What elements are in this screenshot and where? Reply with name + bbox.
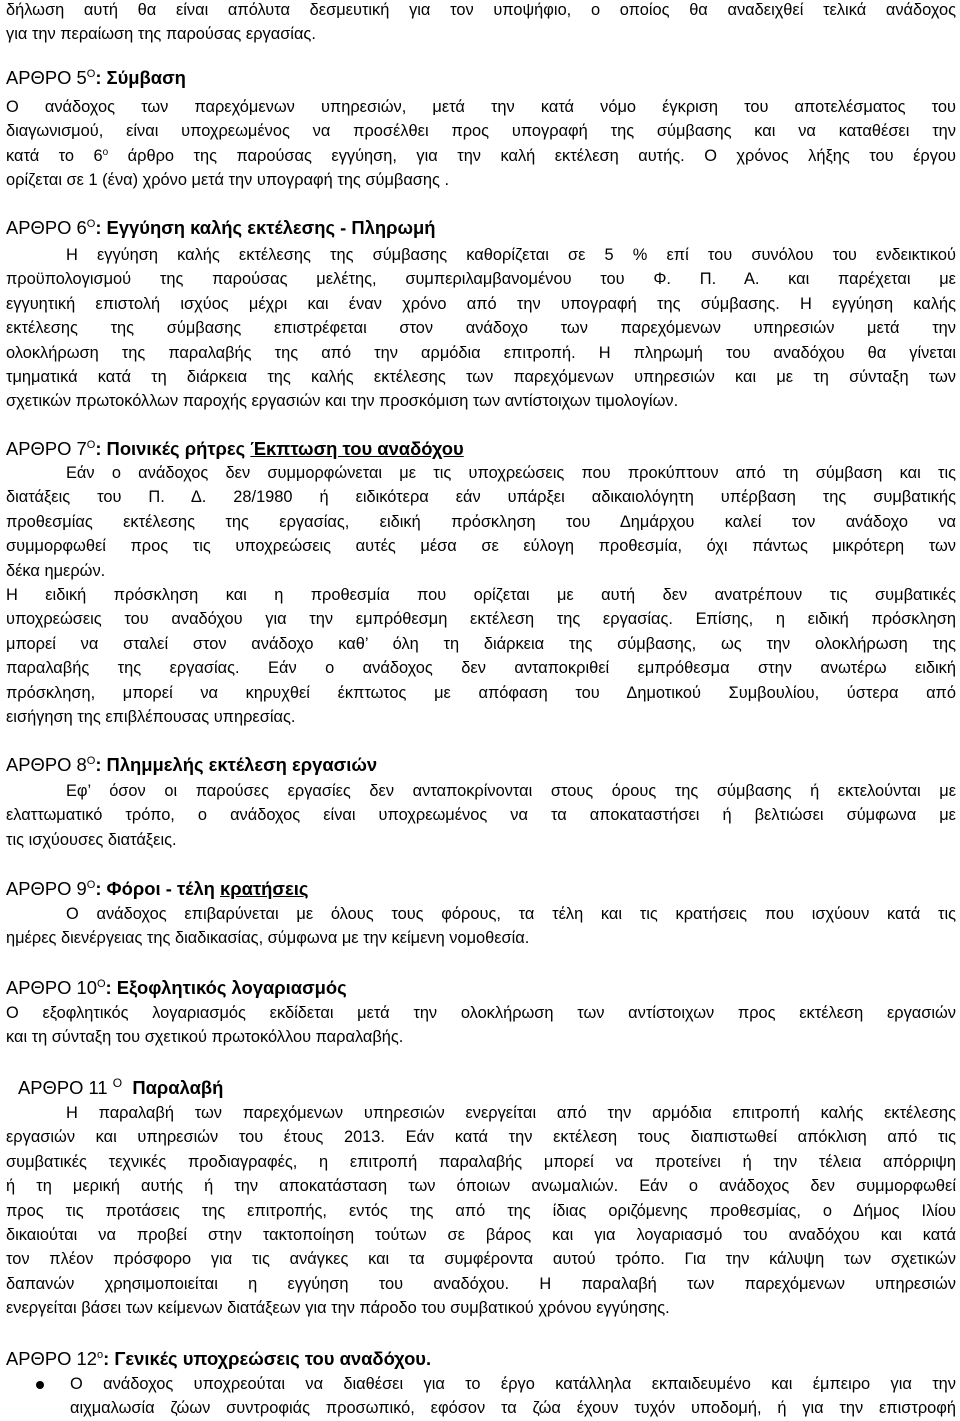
article-6-heading: [6, 215, 956, 241]
article-7-line: πρόσκληση, μπορεί να κηρυχθεί έκπτωτος με απόφαση του Δημοτικού Συμβουλίου, ύστερα από: [6, 683, 956, 702]
article-10-heading: [6, 975, 956, 1001]
article-7-line: δέκα ημερών.: [6, 561, 106, 580]
article-11-line: δαπανών χρησιμοποιείται η εγγύηση του αναδόχου. Η παραλαβή των παρεχόμενων υπηρεσιών: [6, 1274, 956, 1293]
article-10-line: και τη σύνταξη του σχετικού πρωτοκόλλου παραλαβής.: [6, 1028, 404, 1047]
article-8-heading: [6, 752, 956, 778]
article-6-line: ολοκλήρωση της παραλαβής της από την αρμόδια επιτροπή. Η πληρωμή του αναδόχου θα γίνεται: [6, 343, 956, 362]
article-8-line: Εφ’ όσον οι παρούσες εργασίες δεν ανταποκρίνονται στους όρους της σύμβασης ή εκτελούνται με: [66, 782, 956, 800]
article-10-line: Ο εξοφλητικός λογαριασμός εκδίδεται μετά την ολοκλήρωση των αντίστοιχων προς εκτέλεση εργασιών: [6, 1004, 956, 1022]
article-5-line: Ο ανάδοχος των παρεχόμενων υπηρεσιών, μετά την κατά νόμο έγκριση του αποτελέσματος του: [6, 98, 956, 116]
article-8-sup: Ο: [86, 755, 96, 767]
article-5-sup: Ο: [86, 68, 96, 80]
article-11-line: εργασιών και υπηρεσιών του έτους 2013. Εάν κατά την εκτέλεση τους διαπιστωθεί απόκλιση από τις: [6, 1128, 956, 1147]
article-5-text: κατά το 6: [6, 146, 103, 165]
article-7-title: : Ποινικές ρήτρες: [95, 438, 251, 459]
article-11-number: ΑΡΘΡΟ 11: [18, 1077, 108, 1098]
article-5-line: [6, 144, 956, 168]
article-7-number: ΑΡΘΡΟ 7: [6, 438, 87, 459]
article-12-sup: ο: [96, 1349, 104, 1361]
article-7-line: εισήγηση της επιβλέπουσας υπηρεσίας.: [6, 708, 296, 726]
article-11-line: ή τη μερική αυτής ή την αποκατάσταση των όποιων ανωμαλιών. Εάν ο ανάδοχος δεν συμμορφωθεί: [6, 1177, 956, 1196]
article-5-number: ΑΡΘΡΟ 5: [6, 67, 87, 88]
intro-line-2: για την περαίωση της παρούσας εργασίας.: [6, 25, 316, 43]
article-5-heading: [6, 65, 956, 91]
article-5-line: ορίζεται σε 1 (ένα) χρόνο μετά την υπογραφή της σύμβασης .: [6, 171, 450, 190]
article-11-line: συμβατικές τεχνικές προδιαγραφές, η επιτροπή παραλαβής μπορεί να προτείνει ή την τέλεια απόρριψη: [6, 1152, 956, 1171]
article-6-number: ΑΡΘΡΟ 6: [6, 217, 87, 238]
article-6-title: : Εγγύηση καλής εκτέλεσης - Πληρωμή: [95, 217, 436, 238]
article-10-number: ΑΡΘΡΟ 10: [6, 977, 97, 998]
article-11-line: προς τις προτάσεις της επιτροπής, εντός της από της ίδιας οριζόμενης προθεσμίας, ο Δήμος Ιλίου: [6, 1201, 956, 1220]
article-9-sup: Ο: [86, 879, 96, 891]
article-11-line: τον πλέον πρόσφορο για τις ανάγκες και τα συμφέροντα αυτού τρόπο. Για την κάλυψη των σχετικών: [6, 1250, 956, 1269]
article-6-line: εγγυητική επιστολή ισχύος μέχρι και έναν χρόνο από την υπογραφή της σύμβασης. Η εγγύηση καλής: [6, 294, 956, 313]
article-5-title: : Σύμβαση: [95, 67, 186, 88]
article-11-sup: Ο: [112, 1076, 123, 1090]
article-11-line: ενεργείται βάσει των κείμενων διατάξεων για την πάροδο του συμβατικού χρόνου εγγύησης.: [6, 1299, 670, 1318]
article-9-title: : Φόροι - τέλη: [95, 878, 221, 899]
bullet-icon: [36, 1381, 44, 1389]
article-7-sup: Ο: [86, 439, 96, 451]
article-12-number: ΑΡΘΡΟ 12: [6, 1348, 97, 1369]
article-9-line: Ο ανάδοχος επιβαρύνεται με όλους τους φόρους, τα τέλη και τις κρατήσεις που ισχύουν κατά τις: [66, 905, 956, 923]
article-7-line: υποχρεώσεις του αναδόχου για την εμπρόθεσμη εκτέλεση της εργασίας. Επίσης, η ειδική πρόσκληση: [6, 610, 956, 629]
article-7-line: συμμορφωθεί προς τις υποχρεώσεις αυτές μέσα σε εύλογη προθεσμία, όχι πάντως μικρότερη των: [6, 537, 956, 556]
article-6-line: προϋπολογισμού της παρούσας μελέτης, συμπεριλαμβανομένου του Φ. Π. Α. και παρέχεται με: [6, 270, 956, 289]
article-11-heading: [18, 1075, 960, 1101]
article-10-title: : Εξοφλητικός λογαριασμός: [105, 977, 347, 998]
article-6-line: εκτέλεσης της σύμβασης επιστρέφεται στον ανάδοχο των παρεχόμενων υπηρεσιών μετά την: [6, 319, 956, 338]
article-8-number: ΑΡΘΡΟ 8: [6, 754, 87, 775]
article-12-title: : Γενικές υποχρεώσεις του αναδόχου.: [103, 1348, 432, 1369]
article-9-number: ΑΡΘΡΟ 9: [6, 878, 87, 899]
article-5-text: άρθρο της παρούσας εγγύηση, για την καλή εκτέλεση αυτής. Ο χρόνος λήξης του έργου: [108, 146, 956, 165]
article-7-line: διατάξεις του Π. Δ. 28/1980 ή ειδικότερα εάν υπάρξει αδικαιολόγητη υπέρβαση της συμβατικής: [6, 488, 956, 507]
article-8-title: : Πλημμελής εκτέλεση εργασιών: [95, 754, 378, 775]
article-8-line: ελαττωματικό τρόπο, ο ανάδοχος είναι υποχρεωμένος να τα αποκαταστήσει ή βελτιώσει σύμφωνα με: [6, 806, 956, 825]
article-7-line: παραλαβής της εργασίας. Εάν ο ανάδοχος δεν ανταποκριθεί εμπρόθεσμα στην ανωτέρω ειδική: [6, 659, 956, 678]
article-11-line: δικαιούται να προβεί στην τακτοποίηση τούτων σε βάρος και για λογαριασμό του αναδόχου και κατά: [6, 1226, 956, 1244]
article-12-bullet-line: αιχμαλωσία ζώων συντροφιάς προσωπικό, εφόσον τα ζώα έχουν τυχόν υποδομή, ή για την επιστροφή: [70, 1399, 956, 1418]
article-9-line: ημέρες διενέργειας της διαδικασίας, σύμφωνα με την κείμενη νομοθεσία.: [6, 929, 530, 948]
article-12-bullet-line: Ο ανάδοχος υποχρεούται να διαθέσει για το έργο κατάλληλα εκπαιδευμένο και έμπειρο για την: [70, 1375, 956, 1393]
article-7-heading: [6, 436, 956, 462]
article-5-sup-o: ο: [102, 146, 109, 158]
article-9-title-underlined: κρατήσεις: [220, 878, 309, 899]
article-6-line: τμηματικά κατά τη διάρκεια της καλής εκτέλεσης των παρεχόμενων υπηρεσιών και με τη σύνταξη των: [6, 368, 956, 386]
article-6-sup: Ο: [86, 218, 96, 230]
article-7-line: προθεσμίας εκτέλεσης της εργασίας, ειδική πρόσκληση του Δημάρχου καλεί τον ανάδοχο να: [6, 512, 956, 531]
article-7-line: Η ειδική πρόσκληση και η προθεσμία που ορίζεται με αυτή δεν ανατρέπουν τις συμβατικές: [6, 586, 956, 604]
article-6-line: Η εγγύηση καλής εκτέλεσης της σύμβασης καθορίζεται σε 5 % επί του συνόλου του ενδεικτικού: [66, 246, 956, 264]
article-7-line: μπορεί να σταλεί στον ανάδοχο καθ’ όλη τη διάρκεια της σύμβασης, ως την ολοκλήρωση της: [6, 634, 956, 653]
article-9-heading: [6, 876, 956, 902]
article-11-title: Παραλαβή: [132, 1077, 224, 1098]
article-5-line: διαγωνισμού, είναι υποχρεωμένος να προσέλθει προς υπογραφή της σύμβασης και να καταθέσει την: [6, 122, 956, 141]
article-10-sup: Ο: [96, 978, 106, 990]
article-11-line: Η παραλαβή των παρεχόμενων υπηρεσιών ενεργείται από την αρμόδια επιτροπή καλής εκτέλεσης: [66, 1104, 956, 1122]
article-6-line: σχετικών πρωτοκόλλων παροχής εργασιών και την προσκόμιση των αντίστοιχων τιμολογίων.: [6, 392, 679, 411]
article-7-title-underlined: Έκπτωση του αναδόχου: [250, 438, 464, 459]
intro-line-1: δήλωση αυτή θα είναι απόλυτα δεσμευτική για τον υποψήφιο, ο οποίος θα αναδειχθεί τελικά ανάδοχος: [6, 1, 956, 19]
article-8-line: τις ισχύουσες διατάξεις.: [6, 830, 177, 849]
article-7-line: Εάν ο ανάδοχος δεν συμμορφώνεται με τις υποχρεώσεις που προκύπτουν από τη σύμβαση και τις: [66, 464, 956, 482]
article-12-heading: [6, 1346, 956, 1372]
